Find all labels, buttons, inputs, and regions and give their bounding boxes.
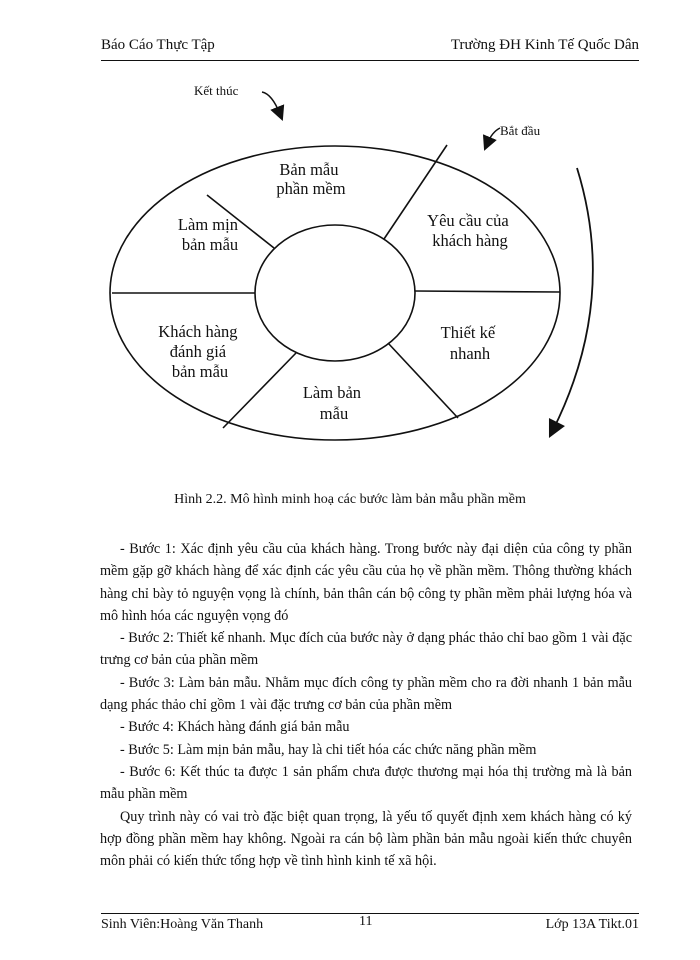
segment-refine-prototype: Làm mịn bản mẫu — [177, 215, 239, 254]
start-label: Bắt đầu — [500, 123, 541, 138]
inner-circle — [255, 225, 415, 361]
conclusion-paragraph: Quy trình này có vai trò đặc biệt quan trọng, là yếu tố quyết định xem khách hàng có ký hợp đồng phần mềm hay không. Ngoài ra cán bộ làm phần bản mẫu ngoài kiến thức chuyên môn phải có kiến thức tổng hợp về tình hình kinh tế xã hội. — [100, 808, 632, 870]
page-header — [101, 37, 639, 54]
step-3-paragraph: - Bước 3: Làm bản mẫu. Nhằm mục đích công ty phần mềm cho ra đời nhanh 1 bản mẫu dạng phác thảo chỉ gồm 1 vài đặc trưng cơ bản của phần mềm — [100, 674, 632, 714]
step-5-paragraph: - Bước 5: Làm mịn bản mẫu, hay là chi tiết hóa các chức năng phần mềm — [120, 741, 537, 758]
prototype-cycle-diagram — [0, 70, 700, 450]
step-6-paragraph: - Bước 6: Kết thúc ta được 1 sản phẩm chưa được thương mại hóa thị trường mà là bản mẫu phần mềm — [100, 763, 632, 803]
header-divider — [101, 60, 639, 61]
step-2-paragraph: - Bước 2: Thiết kế nhanh. Mục đích của bước này ở dạng phác thảo chỉ bao gồm 1 vài đặc trưng cơ bản của phần mềm — [100, 630, 632, 669]
step-4-paragraph: - Bước 4: Khách hàng đánh giá bản mẫu — [120, 719, 350, 736]
segment-prototype: Bản mẫu phần mềm — [276, 160, 346, 198]
direction-arrow — [553, 168, 593, 430]
step-1-paragraph: - Bước 1: Xác định yêu cầu của khách hàng. Trong bước này đại diện của công ty phần mềm gặp gỡ khách hàng để xác định các yêu cầu của họ về phần mềm. Thông thường khách hàng chỉ bày tỏ nguyện vọng là chính, bản thân cán bộ công ty phần mềm phải lượng hóa và mô hình hóa các nguyện vọng đó — [100, 541, 632, 624]
page-footer — [101, 914, 639, 937]
footer-student: Sinh Viên:Hoàng Văn Thanh — [101, 917, 264, 932]
start-arrow — [487, 128, 500, 144]
segment-quick-design: Thiết kế nhanh — [440, 323, 496, 363]
end-arrow — [262, 92, 280, 114]
body-text — [100, 538, 632, 872]
end-label: Kết thúc — [194, 83, 239, 98]
segment-build-prototype: Làm bản mẫu — [302, 383, 362, 423]
header-report-title: Báo Cáo Thực Tập — [101, 37, 215, 53]
segment-customer-evaluation: Khách hàng đánh giá bản mẫu — [158, 322, 238, 381]
page-number: 11 — [359, 914, 373, 929]
segment-customer-requirements: Yêu cầu của khách hàng — [427, 211, 509, 250]
header-university: Trường ĐH Kinh Tế Quốc Dân — [450, 37, 639, 53]
footer-class: Lớp 13A Tikt.01 — [545, 917, 639, 932]
figure-caption: Hình 2.2. Mô hình minh hoạ các bước làm bản mẫu phần mềm — [174, 492, 526, 507]
